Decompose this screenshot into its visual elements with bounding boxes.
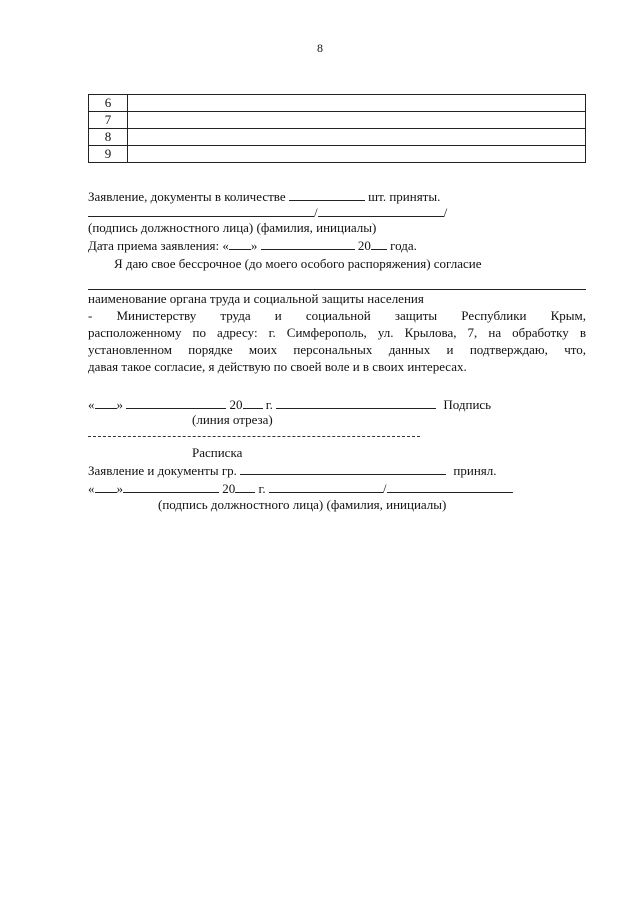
receipt-suffix: принял. xyxy=(453,463,497,478)
date-prefix: Дата приема заявления: « xyxy=(88,238,229,253)
row-cell xyxy=(128,112,586,129)
year-prefix: 20 xyxy=(229,397,243,412)
slash: / xyxy=(382,481,387,496)
initials-blank[interactable] xyxy=(387,480,513,493)
statement-prefix: Заявление, документы в количестве xyxy=(88,189,286,204)
table-row xyxy=(89,146,586,163)
slash: / xyxy=(443,205,448,220)
entries-table xyxy=(88,94,586,163)
statement-line xyxy=(88,188,440,205)
year-prefix: 20 xyxy=(222,481,236,496)
receipt-caption: (подпись должностного лица) (фамилия, инициалы) xyxy=(158,497,447,512)
consent-body-line: расположенному по адресу: г. Симферополь, ул. Крылова, 7, на обработку в xyxy=(88,325,586,340)
date-year: 20 xyxy=(357,238,371,253)
quote-close: » xyxy=(116,397,123,412)
row-cell xyxy=(128,95,586,112)
row-number: 6 xyxy=(89,95,128,112)
signature-blank[interactable] xyxy=(269,480,383,493)
consent-date-line xyxy=(88,396,491,413)
day-blank[interactable] xyxy=(95,480,117,493)
consent-intro: Я даю свое бессрочное (до моего особого распоряжения) согласие xyxy=(114,256,482,271)
cut-line xyxy=(88,436,420,437)
initials-blank[interactable] xyxy=(318,204,444,217)
row-number: 8 xyxy=(89,129,128,146)
row-number: 7 xyxy=(89,112,128,129)
year-g: г. xyxy=(258,481,266,496)
month-blank[interactable] xyxy=(126,396,226,409)
receipt-prefix: Заявление и документы гр. xyxy=(88,463,237,478)
receipt-date-line xyxy=(88,480,513,497)
receipt-title: Расписка xyxy=(192,445,243,460)
slash: / xyxy=(314,205,318,220)
quote-close: » xyxy=(116,481,123,496)
year-blank[interactable] xyxy=(235,480,255,493)
consent-body-line: установленном порядке моих персональных данных и подтверждаю, что, xyxy=(88,342,586,357)
year-blank[interactable] xyxy=(371,237,387,250)
signature-line xyxy=(88,204,447,221)
day-blank[interactable] xyxy=(229,237,251,250)
consent-body-line: - Министерству труда и социальной защиты Республики Крым, xyxy=(88,308,586,323)
month-blank[interactable] xyxy=(123,480,219,493)
year-g: г. xyxy=(265,397,273,412)
row-cell xyxy=(128,146,586,163)
statement-suffix: шт. приняты. xyxy=(368,189,441,204)
signature-blank[interactable] xyxy=(276,396,436,409)
consent-body-line: давая такое согласие, я действую по своей воле и в своих интересах. xyxy=(88,359,467,374)
organ-blank[interactable] xyxy=(88,289,586,290)
signature-label: Подпись xyxy=(443,397,492,412)
day-blank[interactable] xyxy=(95,396,117,409)
organ-caption: наименование органа труда и социальной защиты населения xyxy=(88,291,424,306)
quote-open: « xyxy=(88,397,95,412)
table-row xyxy=(89,129,586,146)
date-line xyxy=(88,237,417,254)
signature-blank[interactable] xyxy=(88,204,314,217)
date-suffix: года. xyxy=(390,238,417,253)
row-number: 9 xyxy=(89,146,128,163)
citizen-name-blank[interactable] xyxy=(240,462,446,475)
month-blank[interactable] xyxy=(261,237,355,250)
receipt-line xyxy=(88,462,497,479)
quantity-blank[interactable] xyxy=(289,188,365,201)
signature-caption: (подпись должностного лица) (фамилия, инициалы) xyxy=(88,220,377,235)
date-mid: » xyxy=(250,238,258,253)
quote-open: « xyxy=(88,481,95,496)
cut-line-caption: (линия отреза) xyxy=(192,412,273,427)
table-row xyxy=(89,112,586,129)
page-number: 8 xyxy=(317,41,323,55)
row-cell xyxy=(128,129,586,146)
table-row xyxy=(89,95,586,112)
year-blank[interactable] xyxy=(243,396,263,409)
